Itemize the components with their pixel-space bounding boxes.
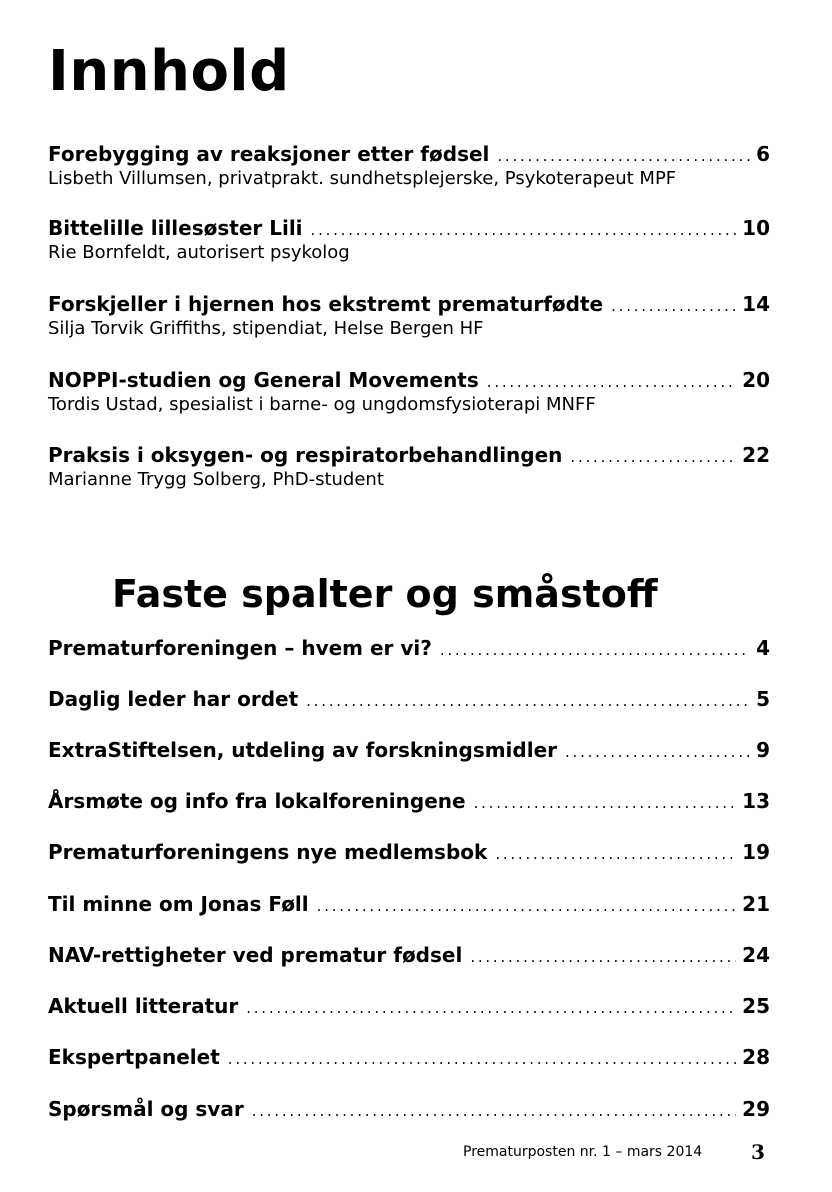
- dot-leader: [440, 641, 750, 659]
- toc-article[interactable]: [48, 367, 770, 416]
- toc-page-number: 22: [742, 443, 770, 467]
- toc-column[interactable]: [48, 1044, 770, 1070]
- toc-column-title: Til minne om Jonas Føll: [48, 892, 309, 916]
- toc-page-number: 25: [742, 994, 770, 1018]
- toc-article-title: Forebygging av reaksjoner etter fødsel: [48, 142, 490, 166]
- dot-leader: [252, 1102, 736, 1120]
- section-heading: Faste spalter og småstoff: [112, 572, 658, 616]
- dot-leader: [311, 221, 737, 239]
- toc-article-title: Bittelille lillesøster Lili: [48, 216, 303, 240]
- toc-page-number: 14: [742, 292, 770, 316]
- dot-leader: [470, 948, 736, 966]
- toc-article-title: Praksis i oksygen- og respiratorbehandlingen: [48, 443, 563, 467]
- dot-leader: [495, 845, 736, 863]
- toc-article[interactable]: [48, 215, 770, 264]
- toc-column[interactable]: [48, 686, 770, 712]
- toc-column-title: ExtraStiftelsen, utdeling av forskningsmidler: [48, 738, 558, 762]
- dot-leader: [487, 373, 736, 391]
- dot-leader: [306, 692, 750, 710]
- toc-article-author: Tordis Ustad, spesialist i barne- og ungdomsfysioterapi MNFF: [48, 394, 596, 415]
- toc-article[interactable]: [48, 291, 770, 340]
- toc-column[interactable]: [48, 1096, 770, 1122]
- toc-article-title: Forskjeller i hjernen hos ekstremt prematurfødte: [48, 292, 604, 316]
- toc-column-title: Årsmøte og info fra lokalforeningene: [48, 789, 466, 813]
- toc-page-number: 13: [742, 789, 770, 813]
- toc-column[interactable]: [48, 839, 770, 865]
- toc-article-author: Lisbeth Villumsen, privatprakt. sundhetsplejerske, Psykoterapeut MPF: [48, 168, 677, 189]
- toc-page-number: 28: [742, 1045, 770, 1069]
- toc-column-title: Daglig leder har ordet: [48, 687, 299, 711]
- dot-leader: [611, 297, 736, 315]
- toc-column[interactable]: [48, 788, 770, 814]
- toc-column-title: NAV-rettigheter ved prematur fødsel: [48, 943, 463, 967]
- toc-column[interactable]: [48, 942, 770, 968]
- dot-leader: [497, 147, 750, 165]
- dot-leader: [317, 897, 737, 915]
- toc-column[interactable]: [48, 993, 770, 1019]
- toc-article[interactable]: [48, 141, 770, 190]
- toc-article-title: NOPPI-studien og General Movements: [48, 368, 479, 392]
- toc-article-author: Silja Torvik Griffiths, stipendiat, Helse Bergen HF: [48, 318, 484, 339]
- toc-column-title: Ekspertpanelet: [48, 1045, 220, 1069]
- toc-column-title: Prematurforeningen – hvem er vi?: [48, 636, 432, 660]
- toc-page-number: 4: [756, 636, 770, 660]
- toc-page-number: 5: [756, 687, 770, 711]
- toc-article[interactable]: [48, 442, 770, 491]
- dot-leader: [228, 1050, 736, 1068]
- toc-column[interactable]: [48, 737, 770, 763]
- toc-page-number: 19: [742, 840, 770, 864]
- toc-page-number: 6: [756, 142, 770, 166]
- toc-column[interactable]: [48, 635, 770, 661]
- toc-page-number: 29: [742, 1097, 770, 1121]
- toc-page-number: 21: [742, 892, 770, 916]
- toc-column-title: Prematurforeningens nye medlemsbok: [48, 840, 488, 864]
- dot-leader: [246, 999, 736, 1017]
- dot-leader: [570, 448, 736, 466]
- toc-article-author: Marianne Trygg Solberg, PhD-student: [48, 469, 384, 490]
- toc-column-title: Spørsmål og svar: [48, 1097, 244, 1121]
- footer-page-number: 3: [751, 1140, 765, 1164]
- toc-article-author: Rie Bornfeldt, autorisert psykolog: [48, 242, 350, 263]
- dot-leader: [565, 743, 750, 761]
- toc-column-title: Aktuell litteratur: [48, 994, 239, 1018]
- toc-column[interactable]: [48, 891, 770, 917]
- page-title: Innhold: [48, 39, 290, 104]
- footer-publication: Prematurposten nr. 1 – mars 2014: [463, 1144, 703, 1160]
- dot-leader: [474, 794, 737, 812]
- toc-page-number: 20: [742, 368, 770, 392]
- toc-page-number: 9: [756, 738, 770, 762]
- toc-page-number: 24: [742, 943, 770, 967]
- toc-page-number: 10: [742, 216, 770, 240]
